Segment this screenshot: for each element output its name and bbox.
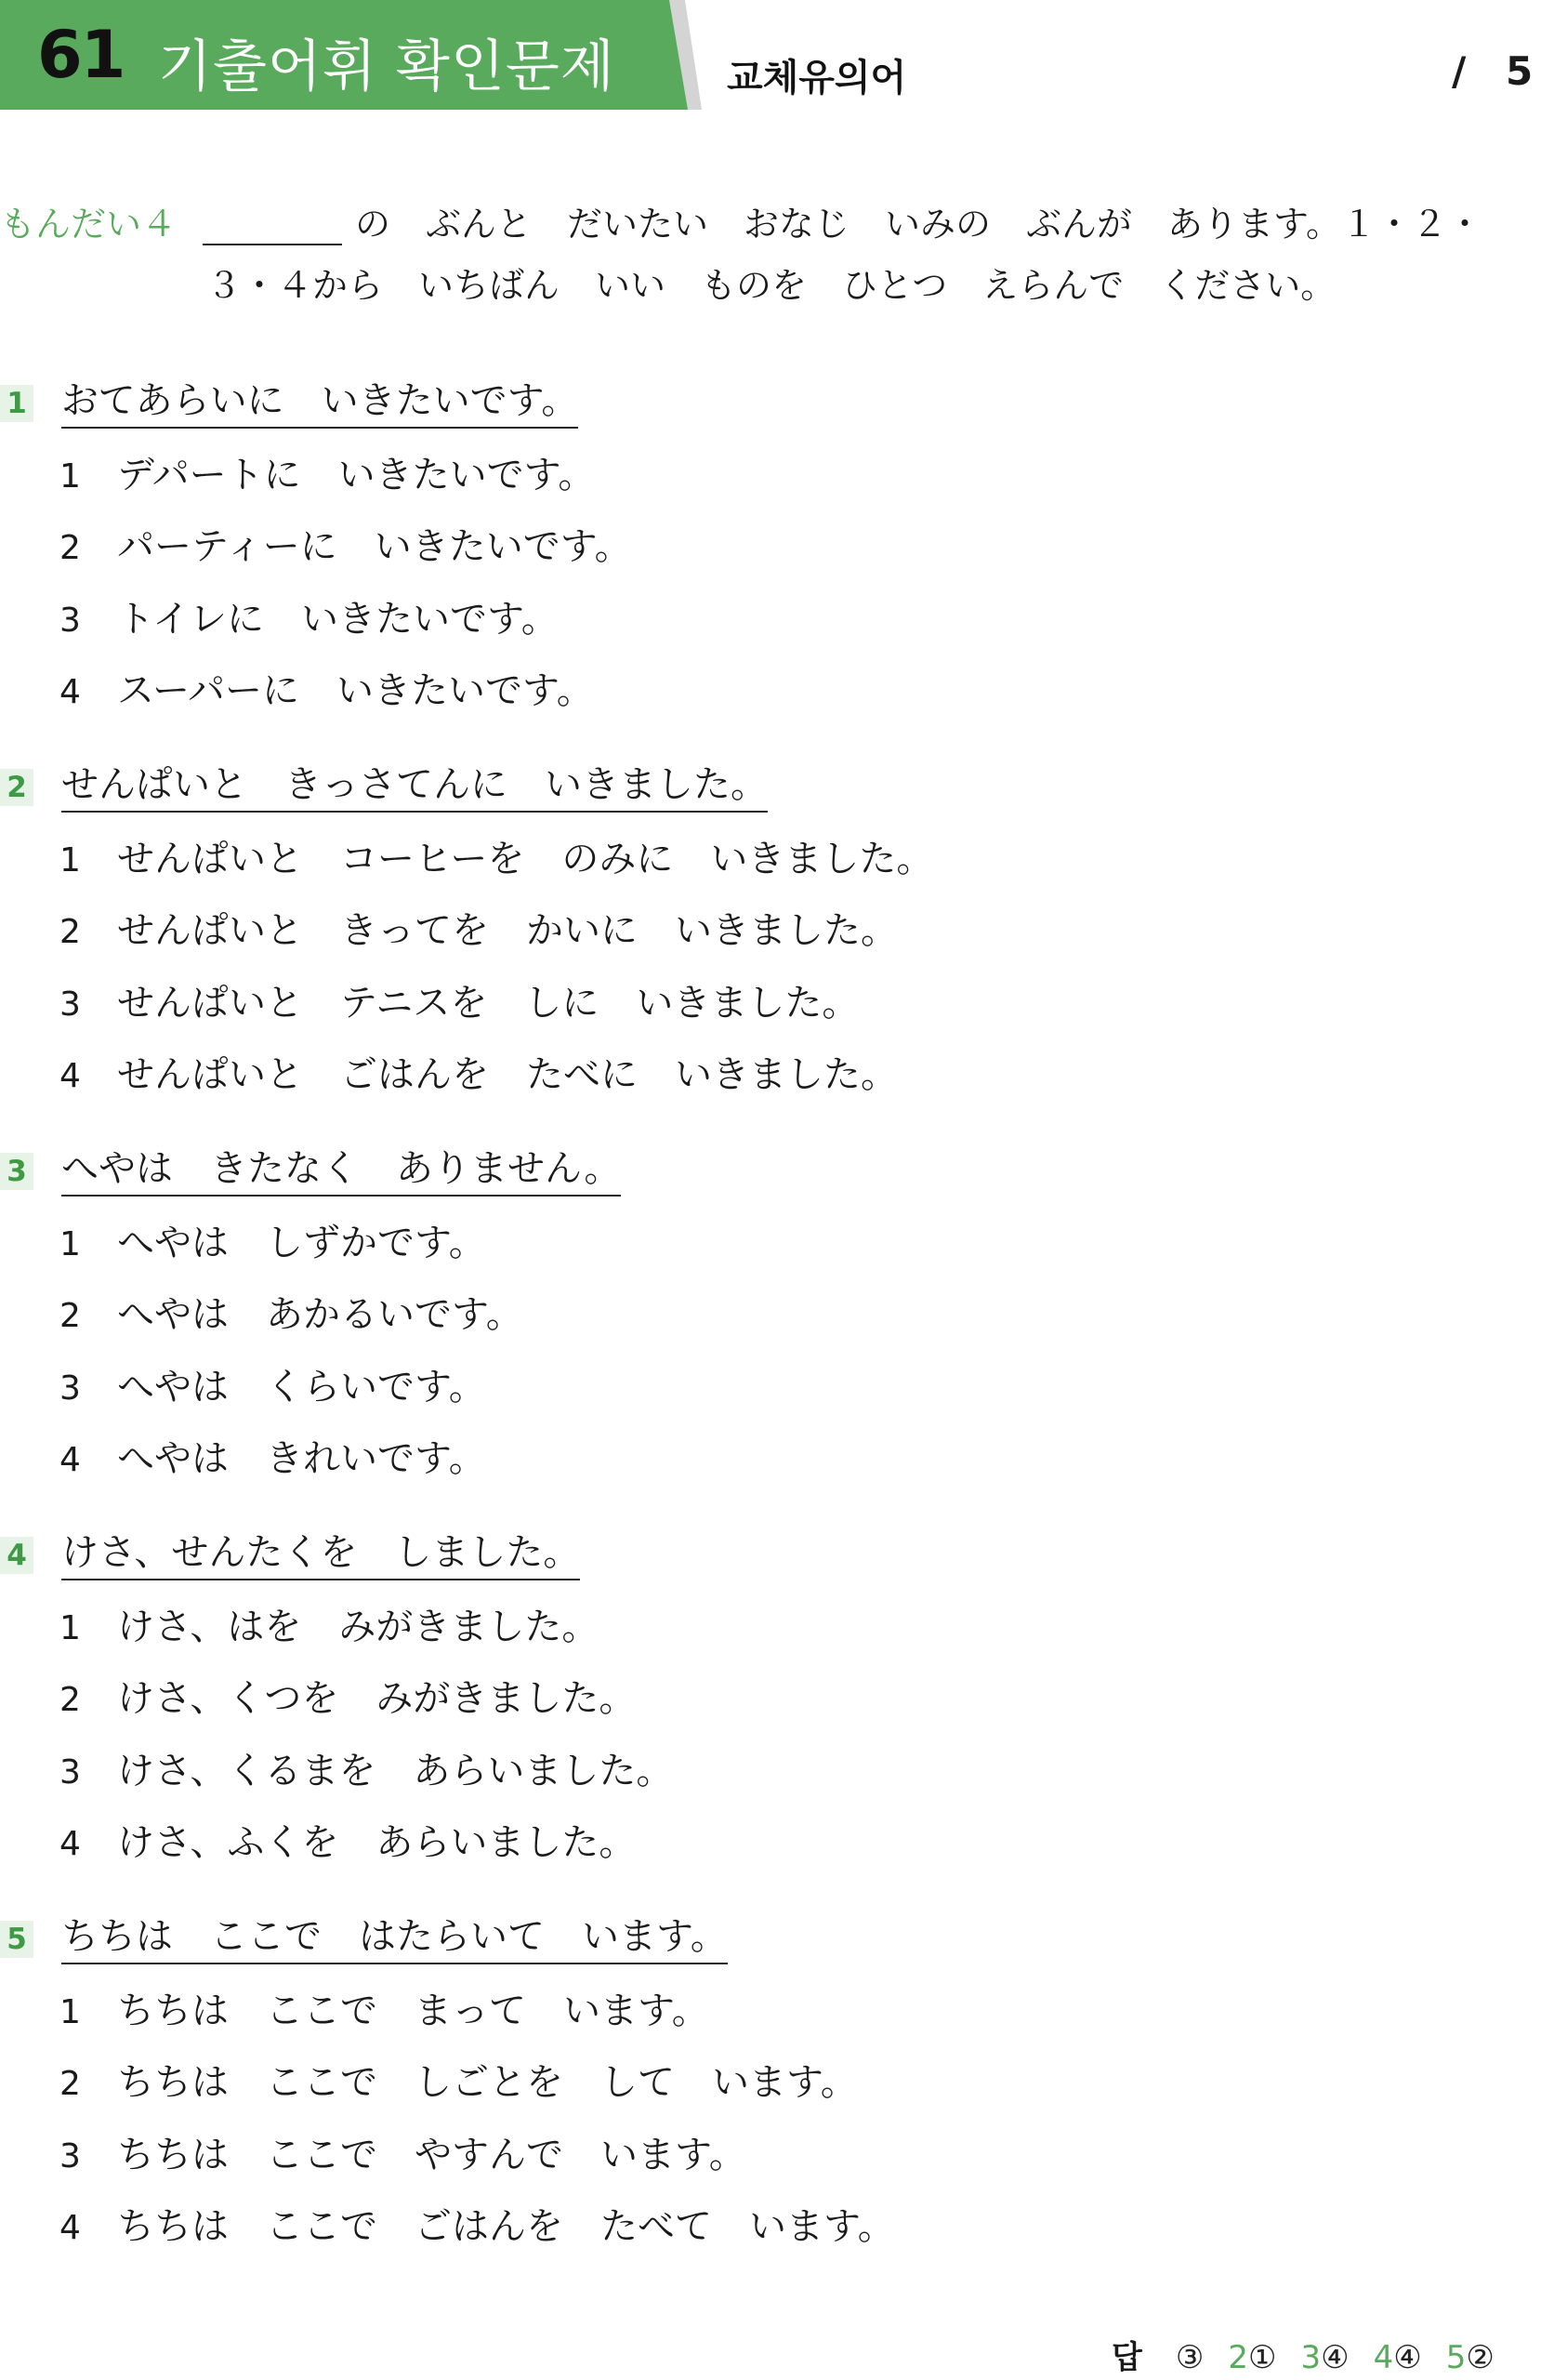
- unit-number: 61: [37, 17, 125, 93]
- option-number: 4: [59, 2209, 81, 2247]
- answer-option[interactable]: [59, 595, 559, 645]
- option-text: トイレに いきたいです。: [117, 598, 559, 641]
- option-number: 1: [59, 841, 81, 879]
- answer-key-label: 답: [1112, 2339, 1142, 2376]
- question-stem: おてあらいに いきたいです。: [61, 377, 578, 429]
- topic-label: 교체유의어: [727, 57, 907, 99]
- option-number: 3: [59, 2137, 81, 2175]
- option-text: ちちは ここで やすんで います。: [117, 2134, 746, 2176]
- instruction-line-1: の ぶんと だいたい おなじ いみの ぶんが あります。１・２・: [355, 204, 1482, 245]
- answer-option[interactable]: [59, 1435, 486, 1485]
- option-text: せんぱいと きってを かいに いきました。: [117, 909, 898, 952]
- option-number: 2: [59, 2065, 81, 2103]
- answer-key-value: ④: [1321, 2339, 1350, 2376]
- answer-key-question: 4: [1373, 2339, 1394, 2376]
- option-number: 2: [59, 1681, 81, 1719]
- option-text: へやは しずかです。: [117, 1222, 486, 1264]
- question-number: 4: [0, 1537, 33, 1574]
- answer-key: [1112, 2332, 1519, 2377]
- answer-key-question: 3: [1300, 2339, 1322, 2376]
- option-number: 2: [59, 529, 81, 567]
- option-number: 3: [59, 985, 81, 1024]
- instruction-line-2: ３・４から いちばん いい ものを ひとつ えらんで ください。: [206, 265, 1337, 306]
- answer-option[interactable]: [59, 1363, 486, 1413]
- option-number: 4: [59, 673, 81, 711]
- instruction-blank: [203, 244, 342, 245]
- answer-option[interactable]: [59, 667, 594, 717]
- option-number: 1: [59, 1993, 81, 2031]
- answer-option[interactable]: [59, 522, 632, 573]
- score-total: 5: [1506, 48, 1534, 94]
- question-number: 5: [0, 1921, 33, 1958]
- answer-option[interactable]: [59, 1290, 523, 1341]
- answer-option[interactable]: [59, 906, 898, 957]
- answer-option[interactable]: [59, 1987, 709, 2037]
- option-text: ちちは ここで しごとを して います。: [117, 2061, 858, 2104]
- answer-option[interactable]: [59, 1219, 486, 1269]
- option-text: けさ、ふくを あらいました。: [117, 1821, 637, 1864]
- question-stem: ちちは ここで はたらいて います。: [61, 1912, 728, 1964]
- option-text: ちちは ここで ごはんを たべて います。: [117, 2205, 895, 2248]
- option-number: 4: [59, 1825, 81, 1863]
- option-text: スーパーに いきたいです。: [117, 669, 594, 712]
- answer-option[interactable]: [59, 1674, 636, 1725]
- option-number: 1: [59, 1609, 81, 1647]
- option-text: けさ、くつを みがきました。: [117, 1677, 637, 1720]
- answer-key-value: ③: [1175, 2339, 1205, 2376]
- answer-key-value: ①: [1247, 2339, 1277, 2376]
- answer-key-question: 5: [1445, 2339, 1467, 2376]
- option-text: へやは きれいです。: [117, 1437, 486, 1480]
- answer-option[interactable]: [59, 1818, 636, 1869]
- option-text: デパートに いきたいです。: [117, 454, 596, 496]
- instruction-label: もんだい４: [0, 204, 178, 245]
- option-text: せんぱいと ごはんを たべに いきました。: [117, 1053, 898, 1096]
- option-text: へやは くらいです。: [117, 1366, 486, 1408]
- option-number: 2: [59, 1297, 81, 1335]
- option-number: 1: [59, 457, 81, 496]
- answer-option[interactable]: [59, 451, 595, 501]
- option-text: せんぱいと テニスを しに いきました。: [117, 982, 860, 1025]
- question-number: 3: [0, 1153, 33, 1190]
- option-number: 4: [59, 1441, 81, 1479]
- unit-title: 기출어휘 확인문제: [158, 34, 615, 99]
- question-stem: へやは きたなく ありません。: [61, 1144, 621, 1197]
- option-text: けさ、くるまを あらいました。: [117, 1750, 674, 1792]
- question-stem: せんぱいと きっさてんに いきました。: [61, 760, 768, 813]
- answer-option[interactable]: [59, 1051, 898, 1101]
- answer-option[interactable]: [59, 835, 933, 885]
- question-number: 2: [0, 769, 33, 806]
- option-text: せんぱいと コーヒーを のみに いきました。: [117, 838, 934, 880]
- option-text: けさ、はを みがきました。: [117, 1606, 599, 1648]
- answer-option[interactable]: [59, 1603, 599, 1653]
- answer-option[interactable]: [59, 2131, 746, 2181]
- answer-key-value: ④: [1393, 2339, 1422, 2376]
- answer-key-question: 2: [1228, 2339, 1248, 2376]
- option-text: へやは あかるいです。: [117, 1293, 523, 1336]
- answer-key-value: ②: [1466, 2339, 1495, 2376]
- question-number: 1: [0, 385, 33, 422]
- option-number: 3: [59, 1369, 81, 1408]
- answer-option[interactable]: [59, 979, 859, 1029]
- option-number: 1: [59, 1225, 81, 1263]
- option-text: ちちは ここで まって います。: [117, 1990, 709, 2032]
- answer-option[interactable]: [59, 2058, 858, 2109]
- option-number: 2: [59, 913, 81, 951]
- option-number: 3: [59, 1753, 81, 1792]
- question-stem: けさ、せんたくを しました。: [61, 1528, 580, 1580]
- option-number: 4: [59, 1057, 81, 1095]
- answer-option[interactable]: [59, 1747, 673, 1797]
- answer-option[interactable]: [59, 2202, 895, 2253]
- score-slash: /: [1452, 48, 1467, 94]
- option-number: 3: [59, 602, 81, 640]
- option-text: パーティーに いきたいです。: [117, 525, 632, 568]
